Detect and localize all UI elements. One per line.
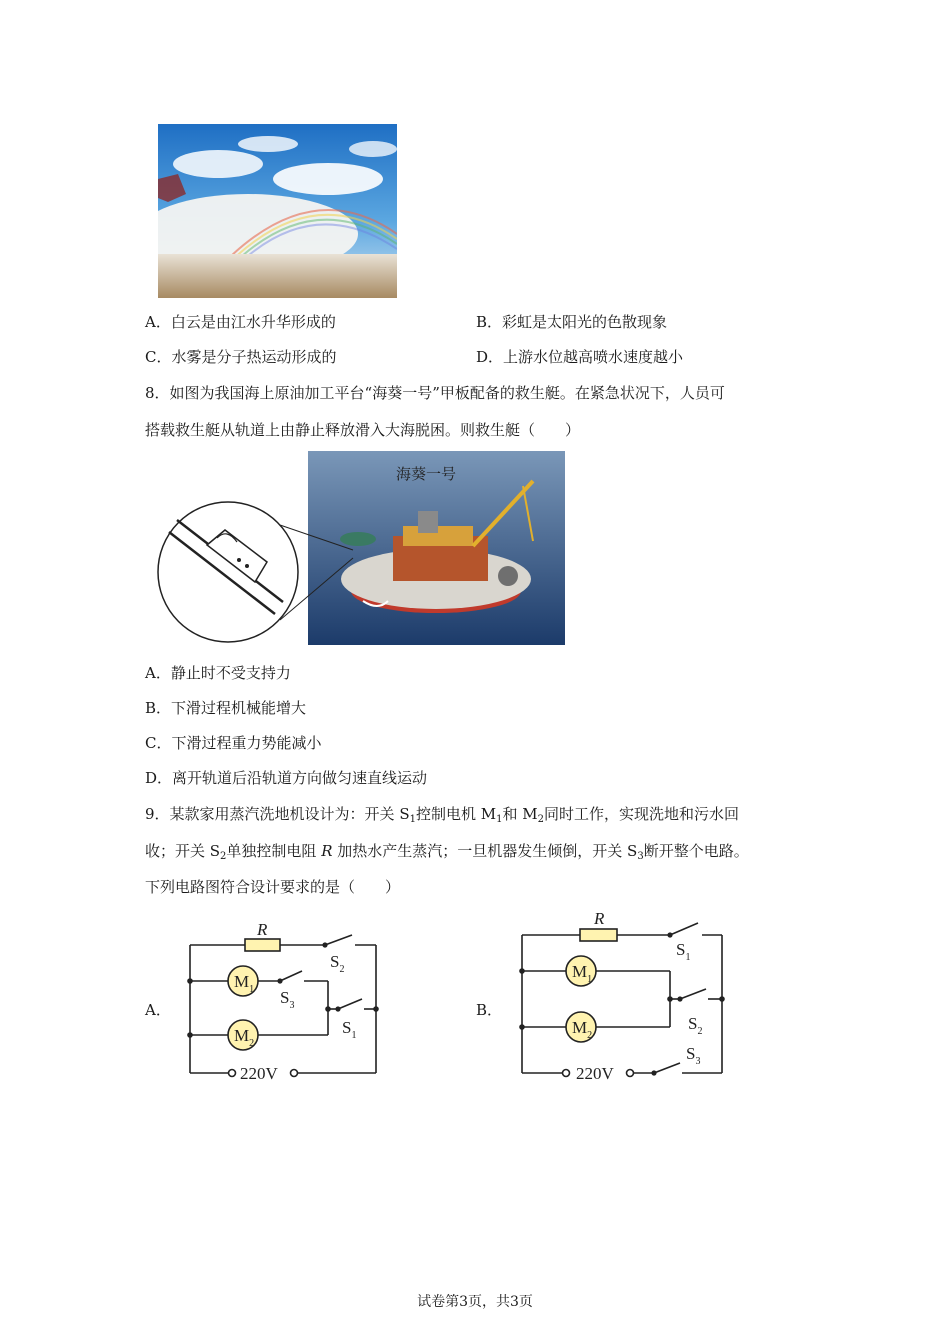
svg-text:S1: $S_1$: [676, 940, 691, 963]
lifeboat-magnifier-diagram: [155, 490, 355, 660]
svg-text:S1: $S_1$: [342, 1018, 357, 1041]
circuit-diagram-b[interactable]: [512, 905, 732, 1085]
rainbow-waterfall-photo: [158, 124, 397, 298]
circuit-diagram-a[interactable]: [180, 915, 390, 1085]
q8-option-d[interactable]: D．离开轨道后沿轨道方向做匀速直线运动: [145, 769, 428, 787]
svg-text:S2: $S_2$: [688, 1014, 703, 1037]
q9-option-a-label[interactable]: A．: [145, 1001, 171, 1019]
q8-stem-line-2: 搭载救生艇从轨道上由静止释放滑入大海脱困。则救生艇（ ）: [145, 421, 581, 439]
q9-stem-line-2: 收；开关 $S_2$单独控制电阻 R 加热水产生蒸汽；一旦机器发生倾倒，开关 $S_3$断开整个电路。: [145, 842, 749, 862]
svg-text:M1: $M_1$: [234, 972, 255, 995]
platform-photo-caption: 海葵一号: [395, 467, 457, 483]
svg-text:S2: $S_2$: [330, 952, 345, 975]
q7-option-b[interactable]: B．彩虹是太阳光的色散现象: [476, 313, 668, 331]
page-footer: 试卷第3页，共3页: [417, 1294, 533, 1310]
svg-text:M2: $M_2$: [572, 1018, 593, 1041]
svg-text:220V: 220V: [576, 1064, 614, 1083]
svg-text:M2: $M_2$: [234, 1026, 255, 1049]
q8-option-c[interactable]: C．下滑过程重力势能减小: [145, 734, 322, 752]
svg-text:R: R: [594, 909, 605, 928]
q8-stem-line-1: 8．如图为我国海上原油加工平台“海葵一号”甲板配备的救生艇。在紧急状况下，人员可: [145, 384, 725, 402]
svg-text:S3: $S_3$: [686, 1044, 701, 1067]
svg-text:220V: 220V: [240, 1064, 278, 1083]
svg-text:R: R: [257, 920, 268, 939]
q9-stem-line-3: 下列电路图符合设计要求的是（ ）: [145, 878, 401, 896]
q7-option-d[interactable]: D．上游水位越高喷水速度越小: [476, 348, 684, 366]
svg-text:S3: $S_3$: [280, 988, 295, 1011]
q8-option-a[interactable]: A．静止时不受支持力: [145, 664, 291, 682]
q8-option-b[interactable]: B．下滑过程机械能增大: [145, 699, 307, 717]
q9-option-b-label[interactable]: B．: [476, 1001, 503, 1019]
svg-text:M1: $M_1$: [572, 962, 593, 985]
q7-option-a[interactable]: A．白云是由江水升华形成的: [145, 313, 336, 331]
q7-option-c[interactable]: C．水雾是分子热运动形成的: [145, 348, 337, 366]
q9-stem-line-1: 9．某款家用蒸汽洗地机设计为：开关 $S_1$控制电机 $M_1$和 $M_2$同时工作，实现洗地和污水回: [145, 805, 740, 825]
